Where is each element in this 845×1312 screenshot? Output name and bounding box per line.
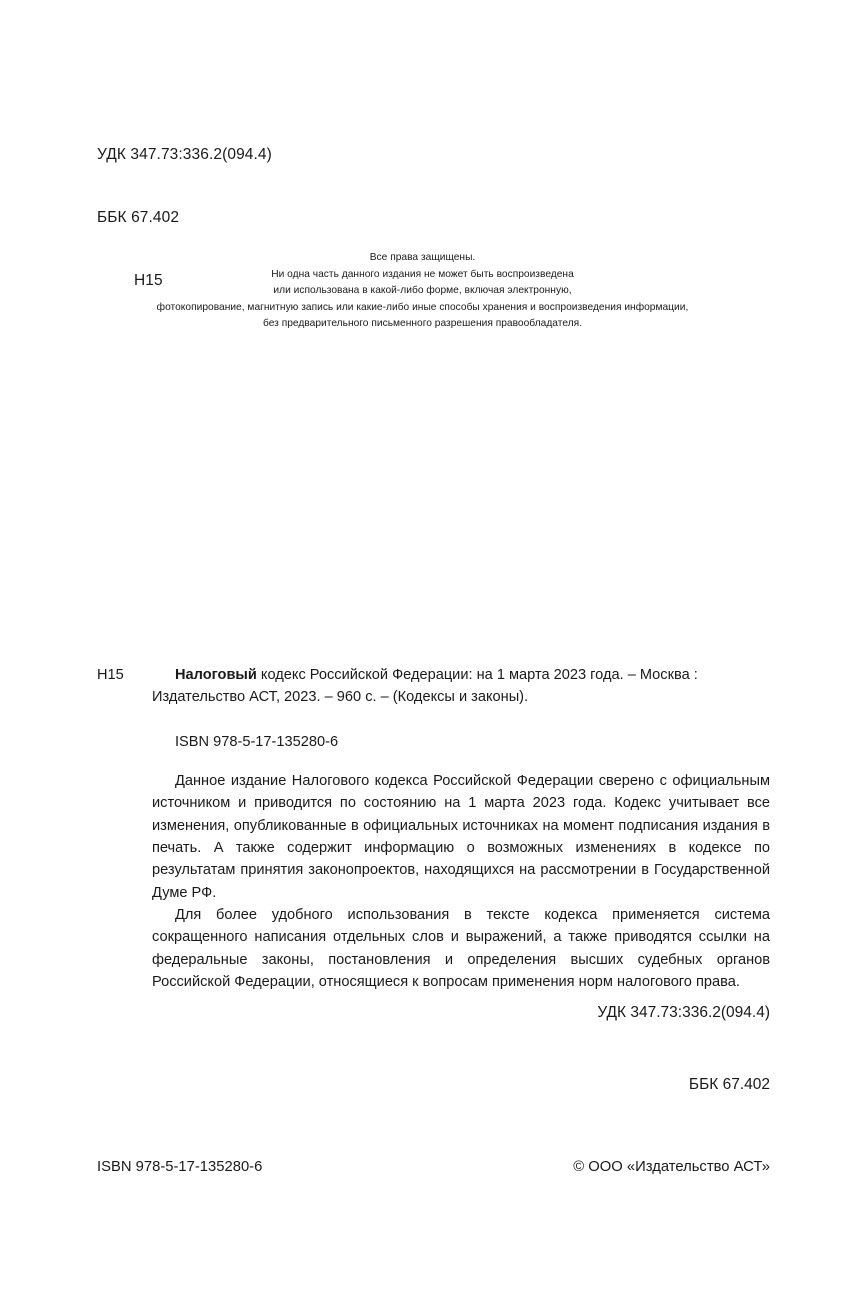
annotation-paragraph-1: Данное издание Налогового кодекса Российской Федерации сверено с официальным источником и приводится по состоянию на 1 марта 2023 года. Кодекс учитывает все изменения, опубликованные в официальных источниках на момент подписания издания в печать. А также содержит информацию о возможных изменениях в кодексе по результатам принятия законопроектов, находящихся на рассмотрении в Государственной Думе РФ. bbox=[152, 773, 770, 901]
biblio-isbn: ISBN 978-5-17-135280-6 bbox=[175, 733, 339, 750]
rights-notice-line-2: Ни одна часть данного издания не может быть воспроизведена bbox=[271, 268, 574, 280]
annotation-paragraph-2: Для более удобного использования в тексте кодекса применяется система сокращенного написания отдельных слов и выражений, а также приводятся ссылки на федеральные законы, постановления и определения высших судебных органов Российской Федерации, относящиеся к вопросам применения норм налогового права. bbox=[152, 907, 770, 991]
rights-notice bbox=[0, 250, 845, 333]
biblio-title: Налоговый bbox=[175, 667, 257, 683]
biblio-statement: кодекс Российской Федерации: на 1 марта 2023 года. – Москва : Издательство АСТ, 2023. – 960 с. – (Кодексы и законы). bbox=[152, 667, 698, 706]
rights-notice-line-4: фотокопирование, магнитную запись или какие-либо иные способы хранения и воспроизведения информации, bbox=[156, 301, 689, 313]
rights-notice-line-3: или использована в какой-либо форме, включая электронную, bbox=[273, 285, 572, 297]
biblio-author-mark: Н15 bbox=[97, 667, 124, 683]
udc-code-top: УДК 347.73:336.2(094.4) bbox=[97, 146, 272, 163]
udc-code-bottom: УДК 347.73:336.2(094.4) bbox=[597, 1004, 770, 1021]
author-mark-top: Н15 bbox=[134, 272, 163, 289]
page-footer bbox=[97, 1157, 770, 1177]
bibliographic-description bbox=[97, 664, 770, 753]
bbk-code-bottom: ББК 67.402 bbox=[688, 1076, 770, 1093]
bbk-code-top: ББК 67.402 bbox=[97, 209, 180, 226]
rights-notice-line-1: Все права защищены. bbox=[369, 252, 476, 263]
footer-copyright: © ООО «Издательство АСТ» bbox=[573, 1159, 770, 1175]
classification-block-bottom bbox=[597, 953, 770, 1145]
biblio-entry bbox=[97, 664, 770, 709]
footer-isbn: ISBN 978-5-17-135280-6 bbox=[97, 1159, 263, 1175]
rights-notice-line-5: без предварительного письменного разрешения правообладателя. bbox=[262, 318, 583, 330]
